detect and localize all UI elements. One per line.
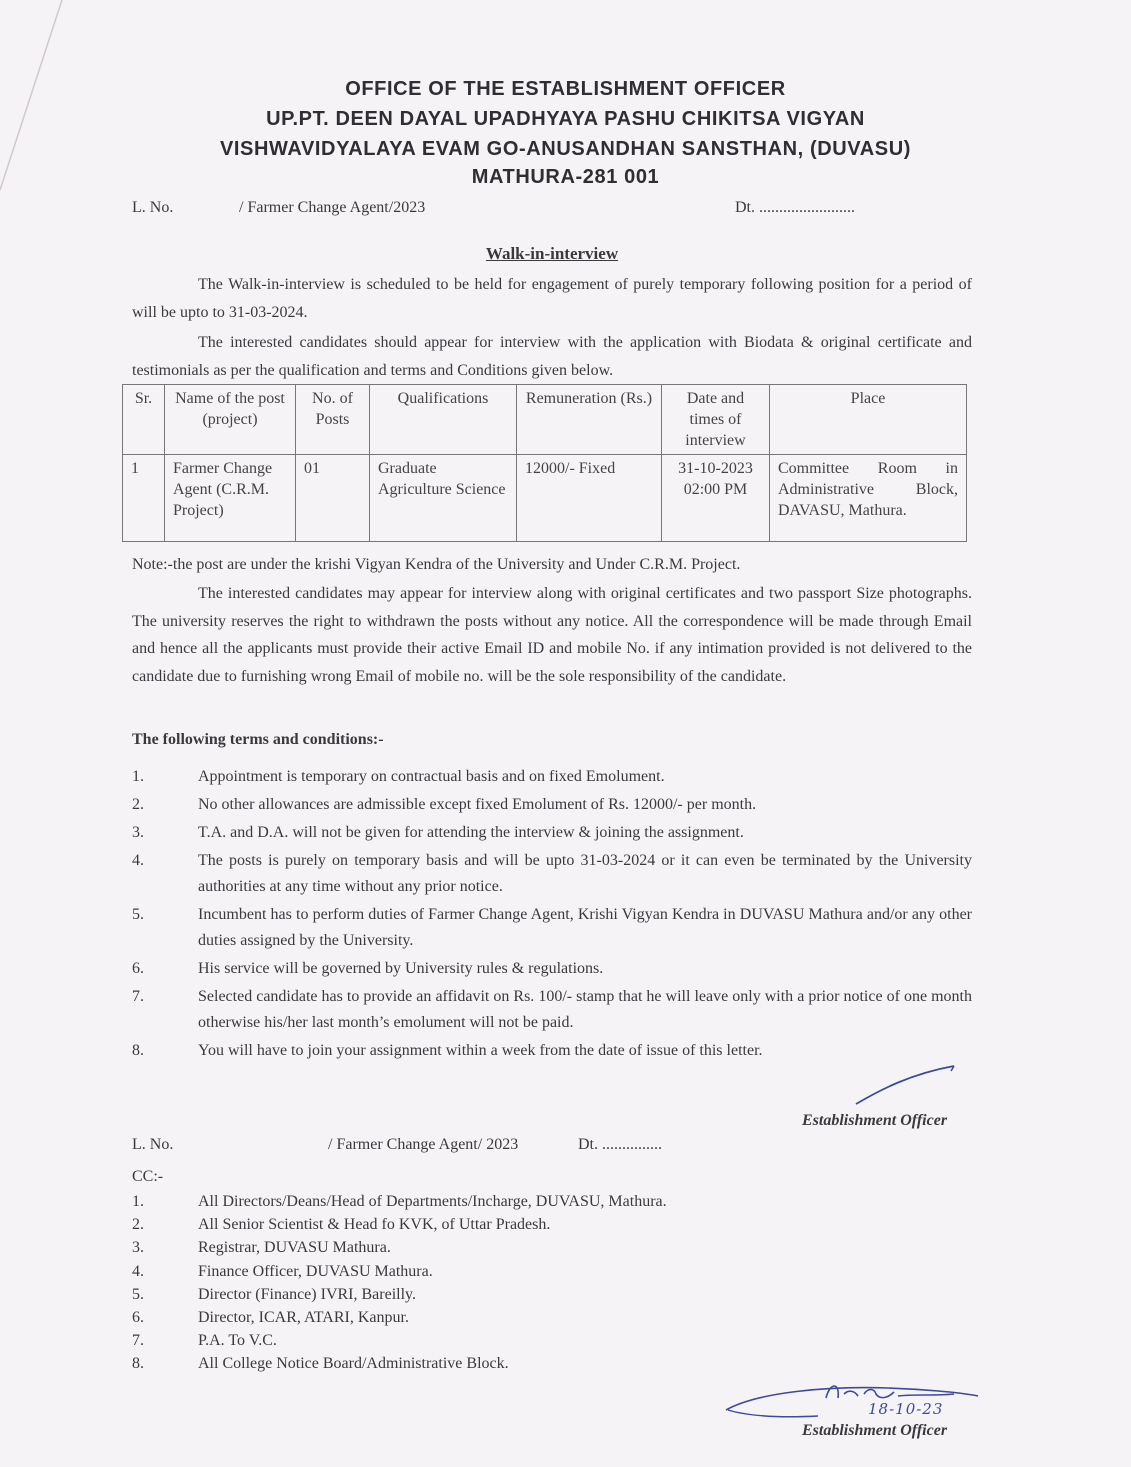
cell-remuneration: 12000/- Fixed <box>517 455 662 542</box>
header-interview-date: Date and times of interview <box>662 385 770 455</box>
copy-letter-number-label: L. No. <box>132 1136 174 1153</box>
letter-date: Dt. ........................ <box>735 199 855 216</box>
list-item: 2. No other allowances are admissible except fixed Emolument of Rs. 12000/- per month. <box>132 796 757 813</box>
cell-interview-date: 31-10-2023 02:00 PM <box>662 455 770 542</box>
signatory-title-2: Establishment Officer <box>802 1422 948 1439</box>
list-item: 6. Director, ICAR, ATARI, Kanpur. <box>132 1309 409 1327</box>
university-name-line2: VISHWAVIDYALAYA EVAM GO-ANUSANDHAN SANSTHAN, (DUVASU) <box>219 138 912 160</box>
handwritten-date: 18-10-23 <box>868 1400 944 1418</box>
signature-stroke-icon <box>850 1060 965 1110</box>
signatory-title: Establishment Officer <box>802 1112 948 1129</box>
instruction-paragraph: The interested candidates should appear for interview with the application with Biodata & original certificate and testimonials as per the qualification and terms and Conditions given below. <box>132 334 972 379</box>
office-title: OFFICE OF THE ESTABLISHMENT OFFICER <box>345 78 786 100</box>
cell-qualifications: Graduate Agriculture Science <box>370 455 517 542</box>
posts-table <box>122 384 967 542</box>
header-place: Place <box>770 385 967 455</box>
list-item: 4. The posts is purely on temporary basis and will be upto 31-03-2024 or it can even be terminated by the University authorities at any time without any prior notice. <box>132 852 972 895</box>
copy-letter-date: Dt. ............... <box>578 1136 662 1153</box>
list-item: 1. Appointment is temporary on contractual basis and on fixed Emolument. <box>132 768 665 785</box>
intro-paragraph: The Walk-in-interview is scheduled to be held for engagement of purely temporary following position for a period of will be upto to 31-03-2024. <box>132 276 972 321</box>
copy-letter-subject-ref: / Farmer Change Agent/ 2023 <box>328 1136 519 1153</box>
cell-posts-count: 01 <box>296 455 370 542</box>
cell-post-name: Farmer Change Agent (C.R.M. Project) <box>165 455 296 542</box>
terms-list <box>132 764 972 1064</box>
terms-heading: The following terms and conditions:- <box>132 731 384 748</box>
list-item: 1. All Directors/Deans/Head of Departments/Incharge, DUVASU, Mathura. <box>132 1193 667 1210</box>
notice-title: Walk-in-interview <box>485 244 619 263</box>
header-sr: Sr. <box>123 385 165 455</box>
list-item: 6. His service will be governed by University rules & regulations. <box>132 960 604 977</box>
cell-sr: 1 <box>123 455 165 542</box>
list-item: 8. All College Notice Board/Administrative Block. <box>132 1355 509 1373</box>
table-header-row <box>123 385 967 455</box>
university-name-line1: UP.PT. DEEN DAYAL UPADHYAYA PASHU CHIKITSA VIGYAN <box>266 108 865 130</box>
details-paragraph: The interested candidates may appear for interview along with original certificates and two passport Size photographs. The university reserves the right to withdrawn the posts without any notice. All the correspondence will be made through Email and hence all the applicants must provide their active Email ID and mobile No. if any intimation provided is not delivered to the candidate due to furnishing wrong Email of mobile no. will be the sole responsibility of the candidate. <box>132 585 972 685</box>
list-item: 5. Incumbent has to perform duties of Farmer Change Agent, Krishi Vigyan Kendra in DUVASU Mathura and/or any other duties assigned by the University. <box>132 906 972 949</box>
header-qualifications: Qualifications <box>370 385 517 455</box>
header-post-name: Name of the post (project) <box>165 385 296 455</box>
letter-number-label: L. No. <box>132 199 174 216</box>
header-posts-count: No. of Posts <box>296 385 370 455</box>
cc-label: CC:- <box>132 1168 164 1185</box>
note-text: Note:-the post are under the krishi Vigyan Kendra of the University and Under C.R.M. Project. <box>132 556 741 573</box>
table-row <box>123 455 967 542</box>
list-item: 8. You will have to join your assignment within a week from the date of issue of this letter. <box>132 1042 763 1059</box>
letter-subject-ref: / Farmer Change Agent/2023 <box>239 199 426 216</box>
list-item: 3. T.A. and D.A. will not be given for attending the interview & joining the assignment. <box>132 824 744 841</box>
university-address: MATHURA-281 001 <box>471 166 660 188</box>
list-item: 7. P.A. To V.C. <box>132 1332 277 1350</box>
cell-place: Committee Room in Administrative Block, DAVASU, Mathura. <box>770 455 967 542</box>
header-remuneration: Remuneration (Rs.) <box>517 385 662 455</box>
list-item: 4. Finance Officer, DUVASU Mathura. <box>132 1262 433 1280</box>
list-item: 3. Registrar, DUVASU Mathura. <box>132 1239 391 1257</box>
list-item: 2. All Senior Scientist & Head fo KVK, of Uttar Pradesh. <box>132 1216 551 1234</box>
list-item: 5. Director (Finance) IVRI, Bareilly. <box>132 1285 416 1303</box>
cc-list <box>132 1190 972 1376</box>
list-item: 7. Selected candidate has to provide an affidavit on Rs. 100/- stamp that he will leave only with a prior notice of one month otherwise his/her last month’s emolument will not be paid. <box>132 988 972 1031</box>
